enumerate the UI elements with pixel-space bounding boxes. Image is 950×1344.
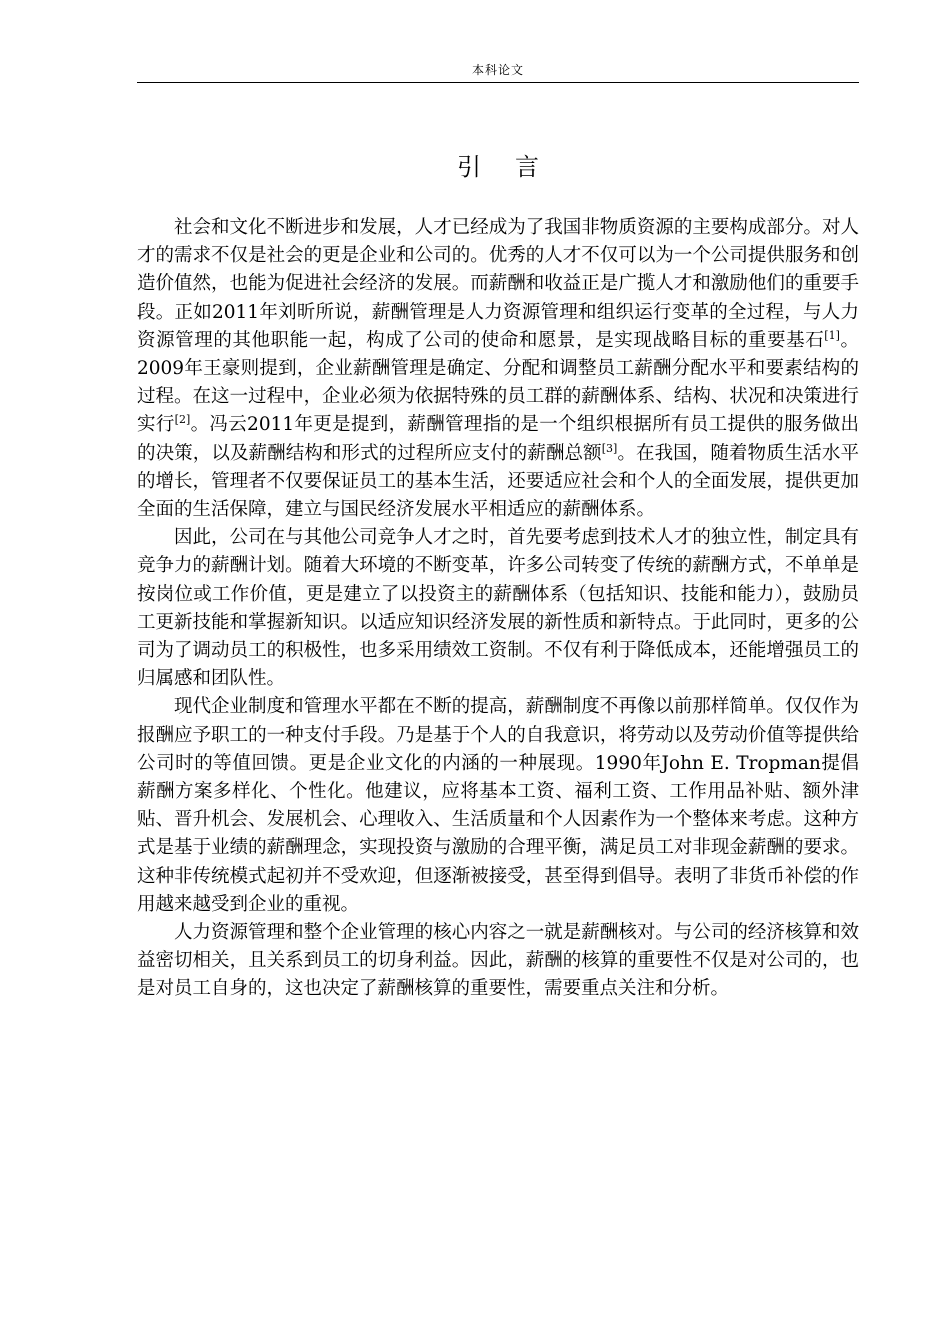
paragraph-2: 因此，公司在与其他公司竞争人才之时，首先要考虑到技术人才的独立性，制定具有竞争力的薪酬计划。随着大环境的不断变革，许多公司转变了传统的薪酬方式，不单单是按岗位或工作价值，更是建立了以投资主的薪酬体系（包括知识、技能和能力），鼓励员工更新技能和掌握新知识。以适应知识经济发展的新性质和新特点。于此同时，更多的公司为了调动员工的积极性，也多采用绩效工资制。不仅有利于降低成本，还能增强员工的归属感和团队性。 [137, 527, 859, 690]
paragraph-1-part-3: 。冯云2011年更是提到，薪酬管理指的是一个组织根据所有员工提供的服务做出的决策，以及薪酬结构和形式的过程所应支付的薪酬总额 [137, 414, 859, 464]
body-text [137, 214, 859, 1004]
paragraph-1-part-4: 。在我国，随着物质生活水平的增长，管理者不仅要保证员工的基本生活，还要适应社会和个人的全面发展，提供更加全面的生活保障，建立与国民经济发展水平相适应的薪酬体系。 [137, 442, 859, 521]
paragraph-4: 人力资源管理和整个企业管理的核心内容之一就是薪酬核对。与公司的经济核算和效益密切相关，且关系到员工的切身利益。因此，薪酬的核算的重要性不仅是对公司的，也是对员工自身的，这也决定了薪酬核算的重要性，需要重点关注和分析。 [137, 922, 859, 1000]
citation-2: [2] [174, 413, 191, 427]
header-rule [137, 82, 859, 83]
paragraph-1-part-1: 社会和文化不断进步和发展，人才已经成为了我国非物质资源的主要构成部分。对人才的需求不仅是社会的更是企业和公司的。优秀的人才不仅可以为一个公司提供服务和创造价值然，也能为促进社会经济的发展。而薪酬和收益正是广揽人才和激励他们的重要手段。正如2011年刘昕所说，薪酬管理是人力资源管理和组织运行变革的全过程，与人力资源管理的其他职能一起，构成了公司的使命和愿景，是实现战略目标的重要基石 [137, 217, 859, 351]
paragraph-1-part-2: 。2009年王豪则提到，企业薪酬管理是确定、分配和调整员工薪酬分配水平和要素结构的过程。在这一过程中，企业必须为依据特殊的员工群的薪酬体系、结构、状况和决策进行实行 [137, 329, 859, 436]
citation-1: [1] [824, 328, 840, 342]
section-title: 引言 [457, 153, 573, 181]
running-header: 本科论文 [471, 63, 524, 77]
paragraph-1 [137, 214, 859, 524]
citation-3: [3] [601, 441, 618, 455]
paragraph-3: 现代企业制度和管理水平都在不断的提高，薪酬制度不再像以前那样简单。仅仅作为报酬应予职工的一种支付手段。乃是基于个人的自我意识，将劳动以及劳动价值等提供给公司时的等值回馈。更是企业文化的内涵的一种展现。1990年John E. Tropman提倡薪酬方案多样化、个性化。他建议，应将基本工资、福利工资、工作用品补贴、额外津贴、晋升机会、发展机会、心理收入、生活质量和个人因素作为一个整体来考虑。这种方式是基于业绩的薪酬理念，实现投资与激励的合理平衡，满足员工对非现金薪酬的要求。这种非传统模式起初并不受欢迎，但逐渐被接受，甚至得到倡导。表明了非货币补偿的作用越来越受到企业的重视。 [137, 696, 859, 915]
